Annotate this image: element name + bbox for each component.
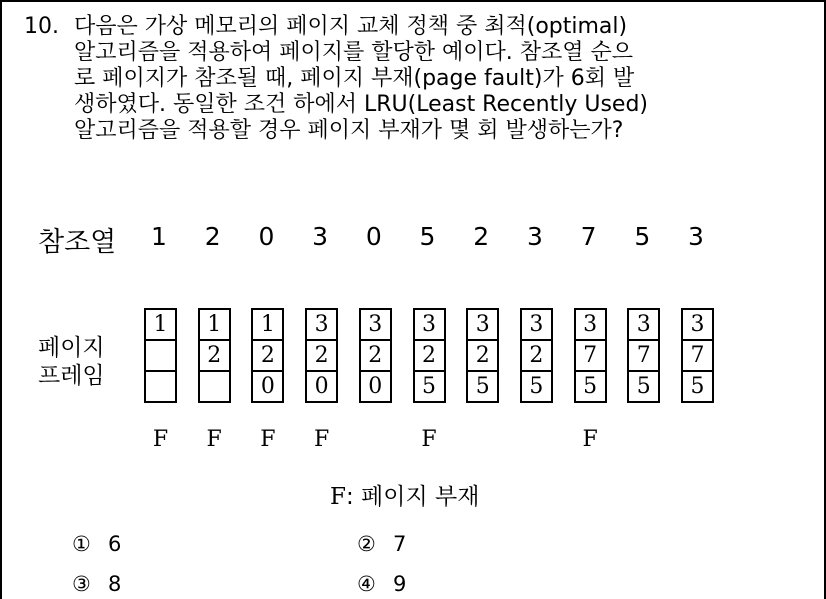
page-frame-label-line1: 페이지	[38, 335, 105, 361]
frame-cell: 3	[627, 308, 660, 341]
frame-column	[681, 308, 714, 403]
reference-value: 5	[419, 222, 436, 251]
frame-cell: 7	[574, 339, 607, 372]
option-mark: ①	[72, 532, 91, 556]
question-line: 알고리즘을 적용하여 페이지를 할당한 예이다. 참조열 순으	[74, 40, 634, 65]
frame-cell: 0	[251, 370, 284, 403]
option-text: 9	[393, 572, 407, 596]
frame-cell: 2	[413, 339, 446, 372]
question-number: 10.	[24, 14, 59, 39]
option-text: 6	[108, 532, 122, 556]
frame-column	[305, 308, 338, 403]
option-text: 8	[108, 572, 122, 596]
frame-cell: 3	[359, 308, 392, 341]
frame-column	[413, 308, 446, 403]
frame-cell: 3	[413, 308, 446, 341]
frame-cell	[144, 370, 177, 403]
question-line-text: 다음은 가상 메모리의 페이지 교체 정책 중 최적(optimal)	[74, 14, 628, 39]
reference-value: 7	[580, 222, 597, 251]
frame-column	[359, 308, 392, 403]
frame-cell: 5	[574, 370, 607, 403]
frame-cell: 1	[251, 308, 284, 341]
fault-marker: F	[206, 427, 222, 452]
fault-marker: F	[152, 427, 169, 452]
option-mark: ④	[357, 572, 376, 596]
reference-value: 3	[312, 222, 329, 251]
reference-value: 2	[204, 222, 221, 251]
frame-cell: 5	[627, 370, 660, 403]
frame-cell: 7	[627, 339, 660, 372]
frame-cell: 3	[574, 308, 607, 341]
answer-option-2[interactable]	[357, 532, 406, 556]
reference-string-label: 참조열	[38, 227, 117, 258]
question-line: 생하였다. 동일한 조건 하에서 LRU(Least Recently Used)	[74, 92, 648, 117]
answer-option-4[interactable]	[357, 572, 406, 596]
frame-cell: 5	[520, 370, 553, 403]
option-mark: ②	[357, 532, 376, 556]
frame-cell: 7	[681, 339, 714, 372]
legend-symbol: F	[330, 484, 346, 510]
frame-column	[251, 308, 284, 403]
question-line	[24, 14, 814, 40]
frame-cell	[144, 339, 177, 372]
reference-value: 3	[526, 222, 543, 251]
legend-text: : 페이지 부재	[345, 484, 480, 510]
frame-cell: 2	[305, 339, 338, 372]
page-frame-label	[38, 334, 105, 390]
question-text	[24, 14, 814, 144]
reference-value: 0	[258, 222, 275, 251]
frame-column	[144, 308, 177, 403]
frame-column	[520, 308, 553, 403]
fault-marker: F	[313, 427, 330, 452]
page-frame-label-line2: 프레임	[38, 363, 105, 389]
reference-value: 5	[634, 222, 651, 251]
frame-column	[627, 308, 660, 403]
frame-cell: 2	[466, 339, 499, 372]
reference-value: 2	[473, 222, 490, 251]
frame-cell: 3	[681, 308, 714, 341]
question-line: 알고리즘을 적용할 경우 페이지 부재가 몇 회 발생하는가?	[74, 118, 624, 143]
frame-cell: 2	[198, 339, 231, 372]
fault-legend	[330, 478, 479, 511]
frame-cell: 1	[144, 308, 177, 341]
reference-value: 1	[151, 222, 167, 251]
fault-marker: F	[260, 427, 276, 452]
fault-marker: F	[582, 427, 598, 452]
option-mark: ③	[72, 572, 91, 596]
frame-cell: 5	[681, 370, 714, 403]
frame-cell: 3	[466, 308, 499, 341]
answer-option-1[interactable]	[72, 532, 121, 556]
frame-cell: 5	[413, 370, 446, 403]
frame-cell: 2	[520, 339, 553, 372]
frame-cell: 2	[251, 339, 284, 372]
frame-column	[466, 308, 499, 403]
frame-cell: 3	[305, 308, 338, 341]
frame-cell: 5	[466, 370, 499, 403]
frame-column	[198, 308, 231, 403]
frame-cell: 1	[198, 308, 231, 341]
reference-value: 3	[688, 222, 704, 251]
answer-option-3[interactable]	[72, 572, 121, 596]
frame-cell	[198, 370, 231, 403]
frame-cell: 0	[359, 370, 392, 403]
frame-cell: 0	[305, 370, 338, 403]
fault-marker: F	[421, 427, 437, 452]
frame-cell: 2	[359, 339, 392, 372]
frame-cell: 3	[520, 308, 553, 341]
option-text: 7	[393, 532, 407, 556]
question-line: 로 페이지가 참조될 때, 페이지 부재(page fault)가 6회 발	[74, 66, 635, 91]
frame-column	[574, 308, 607, 403]
reference-value: 0	[365, 222, 382, 251]
